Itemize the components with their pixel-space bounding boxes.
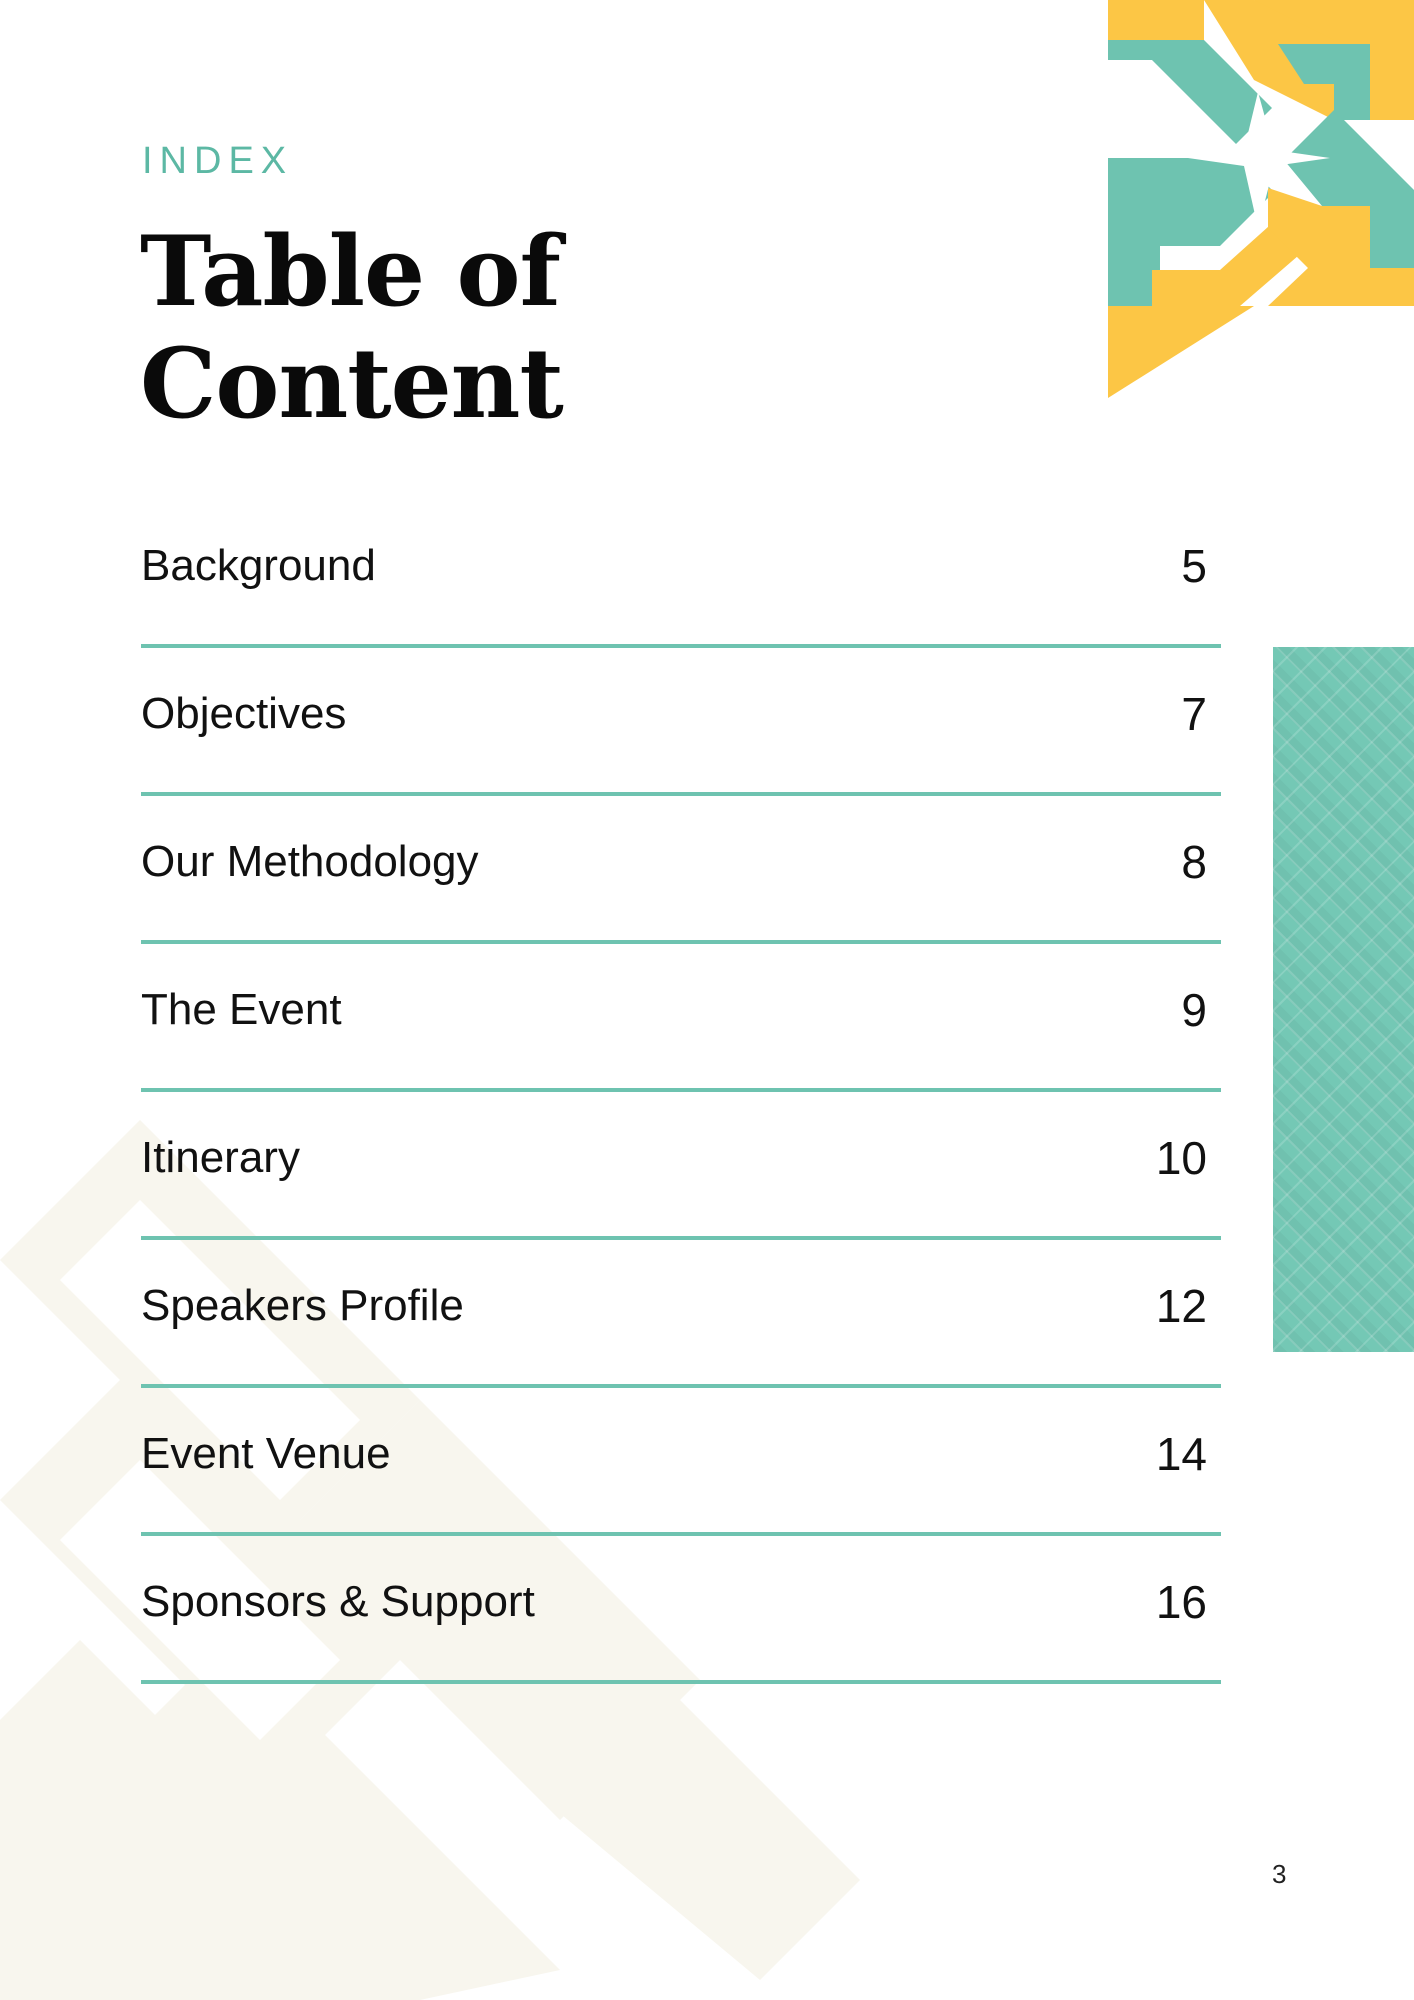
toc-label: Objectives	[141, 689, 347, 738]
toc-row-objectives[interactable]	[141, 648, 1221, 796]
toc-page-number: 14	[1155, 1428, 1207, 1480]
page-title: Table of Content	[140, 215, 563, 440]
toc-page-number: 9	[1181, 984, 1207, 1036]
toc-label: Our Methodology	[141, 837, 479, 886]
toc-page-number: 16	[1155, 1576, 1207, 1628]
patterned-side-panel	[1273, 647, 1414, 1352]
toc-row-itinerary[interactable]	[141, 1092, 1221, 1240]
toc-page-number: 12	[1155, 1280, 1207, 1332]
toc-label: The Event	[141, 985, 342, 1034]
toc-label: Speakers Profile	[141, 1281, 464, 1330]
toc-page-number: 7	[1181, 688, 1207, 740]
page-number: 3	[1272, 1859, 1287, 1889]
toc-row-the-event[interactable]	[141, 944, 1221, 1092]
toc-page-number: 10	[1155, 1132, 1207, 1184]
geometric-ornament-icon	[1108, 0, 1414, 400]
toc-label: Event Venue	[141, 1429, 391, 1478]
toc-row-methodology[interactable]	[141, 796, 1221, 944]
toc-label: Sponsors & Support	[141, 1577, 535, 1626]
toc-row-speakers-profile[interactable]	[141, 1240, 1221, 1388]
toc-row-background[interactable]	[141, 500, 1221, 648]
index-eyebrow: INDEX	[142, 140, 294, 182]
toc-label: Background	[141, 541, 376, 590]
toc-row-sponsors-support[interactable]	[141, 1536, 1221, 1684]
toc-page-number: 5	[1181, 540, 1207, 592]
toc-row-event-venue[interactable]	[141, 1388, 1221, 1536]
toc-page-number: 8	[1181, 836, 1207, 888]
table-of-contents	[141, 500, 1221, 1684]
toc-label: Itinerary	[141, 1133, 300, 1182]
